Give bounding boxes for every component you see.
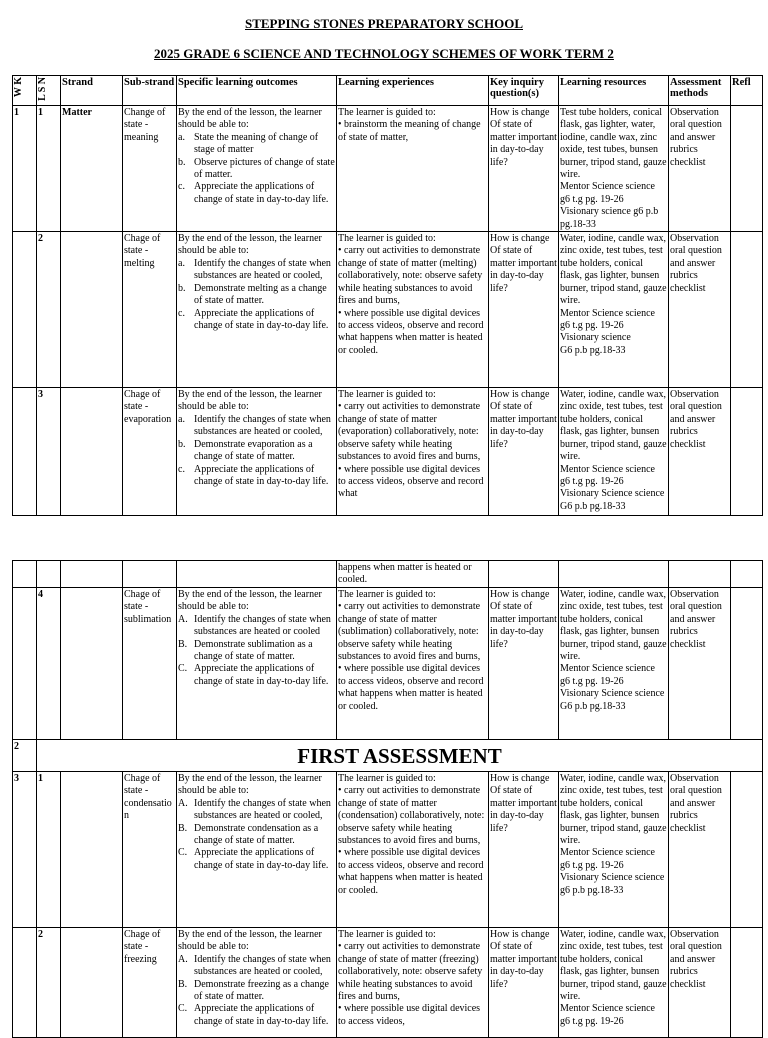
sub-strand-cell: Change of state - meaning [123,106,177,232]
week-cell: 1 [13,106,37,232]
outcome-item: a. Identify the changes of state when substances are heated or cooled, [194,414,335,439]
lesson-cell: 2 [37,232,61,388]
table-row [13,106,763,232]
resources-cell: Water, iodine, candle wax, zinc oxide, test tubes, test tube holders, conical flask, gas lighter, bunsen burner, tripod stand, gauze wire. Mentor Science science g6 t.g pg. 19-26 [559,928,669,1038]
inquiry-cell: How is change Of state of matter important in day-to-day life? [489,588,559,740]
continuation-row [13,561,763,588]
outcomes-intro: By the end of the lesson, the learner should be able to: [178,107,322,131]
week-cell [13,388,37,516]
outcomes-intro: By the end of the lesson, the learner should be able to: [178,589,322,613]
lesson-cell: 3 [37,388,61,516]
outcomes-intro: By the end of the lesson, the learner should be able to: [178,389,322,413]
assessment-cell: Observation oral question and answer rubrics checklist [669,928,731,1038]
lesson-cell: 4 [37,588,61,740]
assessment-cell: Observation oral question and answer rubrics checklist [669,232,731,388]
outcome-item: C. Appreciate the applications of change of state in day-to-day life. [194,663,335,688]
col-outcomes: Specific learning outcomes [177,76,337,106]
strand-cell [61,232,123,388]
inquiry-cell: How is change Of state of matter important in day-to-day life? [489,232,559,388]
outcome-item: a. State the meaning of change of stage of matter [194,132,335,157]
col-reflection: Refl [731,76,763,106]
resources-cell: Water, iodine, candle wax, zinc oxide, test tubes, test tube holders, conical flask, gas lighter, bunsen burner, tripod stand, gauze wire. Mentor Science science g6 t.g pg. 19-26 Visionary Science science G6 p.b pg.18-33 [559,388,669,516]
outcomes-cell [177,106,337,232]
reflection-cell [731,232,763,388]
resources-cell: Water, iodine, candle wax, zinc oxide, test tubes, test tube holders, conical flask, gas lighter, bunsen burner, tripod stand, gauze wire. Mentor Science science g6 t.g pg. 19-26 Visionary Science science g6 p.b pg.18-33 [559,772,669,928]
table-row [13,232,763,388]
header-row [13,76,763,106]
outcome-item: A. Identify the changes of state when substances are heated or cooled [194,614,335,639]
resources-cell: Test tube holders, conical flask, gas lighter, water, iodine, candle wax, zinc oxide, test tubes, bunsen burner, tripod stand, gauze wire. Mentor Science science g6 t.g pg. 19-26 Visionary science g6 p.b pg.18-33 [560,107,667,230]
week-cell [13,928,37,1038]
sub-strand-cell: Chage of state - sublimation [123,588,177,740]
outcome-item: a. Identify the changes of state when substances are heated or cooled, [194,258,335,283]
table-row [13,772,763,928]
resources-cell: Water, iodine, candle wax, zinc oxide, test tubes, test tube holders, conical flask, gas lighter, bunsen burner, tripod stand, gauze wire. Mentor Science science g6 t.g pg. 19-26 Visionary science G6 p.b pg.18-33 [559,232,669,388]
experiences-cell: The learner is guided to: • carry out activities to demonstrate change of state of matter (melting) collaboratively, note: observe safety while heating substances to avoid fires and burns, • where possible use digital devices to access videos, observe and record what happens when matter is heated or cooled. [337,232,489,388]
inquiry-cell: How is change Of state of matter important in day-to-day life? [489,106,559,232]
experiences-cell: The learner is guided to: • carry out activities to demonstrate change of state of matter (evaporation) collaboratively, note: observe safety while heating substances to avoid fires and burns, • where possible use digital devices to access videos, observe and record what [337,388,489,516]
inquiry-cell: How is change Of state of matter important in day-to-day life? [489,388,559,516]
experiences-cell: The learner is guided to: • carry out activities to demonstrate change of state of matter (condensation) collaboratively, note: observe safety while heating substances to avoid fires and burns, • where possible use digital devices to access videos, observe and record what happens when matter is heated or cooled. [337,772,489,928]
strand-cell [61,388,123,516]
school-title: STEPPING STONES PREPARATORY SCHOOL [244,16,523,31]
lesson-cell: 1 [37,772,61,928]
week-cell: 3 [13,772,37,928]
col-week: W K [13,76,37,106]
outcome-item: c. Appreciate the applications of change of state in day-to-day life. [194,181,335,206]
outcomes-intro: By the end of the lesson, the learner should be able to: [178,233,322,257]
reflection-cell [731,388,763,516]
reflection-cell [731,928,763,1038]
sub-strand-cell: Chage of state - melting [123,232,177,388]
outcome-item: A. Identify the changes of state when substances are heated or cooled, [194,798,335,823]
outcome-item: b. Demonstrate evaporation as a change of state of matter. [194,439,335,464]
col-assessment: Assessment methods [669,76,731,106]
outcomes-cell [177,928,337,1038]
week-cell [13,588,37,740]
outcome-item: c. Appreciate the applications of change of state in day-to-day life. [194,308,335,333]
strand-cell [61,772,123,928]
col-inquiry: Key inquiry question(s) [489,76,559,106]
outcome-item: C. Appreciate the applications of change of state in day-to-day life. [194,847,335,872]
reflection-cell [731,588,763,740]
sub-strand-cell: Chage of state - condensation [123,772,177,928]
sub-strand-cell: Chage of state - freezing [123,928,177,1038]
outcomes-cell [177,588,337,740]
inquiry-cell: How is change Of state of matter important in day-to-day life? [489,772,559,928]
reflection-cell [731,772,763,928]
scheme-title: 2025 GRADE 6 SCIENCE AND TECHNOLOGY SCHEMES OF WORK TERM 2 [154,46,614,61]
col-experiences: Learning experiences [337,76,489,106]
lesson-cell: 2 [37,928,61,1038]
lesson-cell: 1 [37,106,61,232]
col-sub-strand: Sub-strand [123,76,177,106]
col-strand: Strand [61,76,123,106]
resources-cell: Water, iodine, candle wax, zinc oxide, test tubes, test tube holders, conical flask, gas lighter, bunsen burner, tripod stand, gauze wire. Mentor Science science g6 t.g pg. 19-26 Visionary Science science G6 p.b pg.18-33 [559,588,669,740]
sub-strand-cell: Chage of state - evaporation [123,388,177,516]
outcomes-cell [177,772,337,928]
assessment-cell: Observation oral question and answer rubrics checklist [669,106,731,232]
table-row [13,928,763,1038]
week-cell [13,232,37,388]
assessment-row [13,740,763,772]
assessment-week: 2 [13,740,37,772]
experiences-cell: The learner is guided to: • carry out activities to demonstrate change of state of matter (sublimation) collaboratively, note: observe safety while heating substances to avoid fires and burns, • where possible use digital devices to access videos, observe and record what happens when matter is heated or cooled. [337,588,489,740]
outcome-item: c. Appreciate the applications of change of state in day-to-day life. [194,464,335,489]
outcome-item: B. Demonstrate condensation as a change of state of matter. [194,823,335,848]
outcome-item: B. Demonstrate sublimation as a change of state of matter. [194,639,335,664]
outcome-item: C. Appreciate the applications of change of state in day-to-day life. [194,1003,335,1028]
experiences-cell: The learner is guided to: • carry out activities to demonstrate change of state of matter (freezing) collaboratively, note: observe safety while heating substances to avoid fires and burns, • where possible use digital devices to access videos, [337,928,489,1038]
assessment-cell: Observation oral question and answer rubrics checklist [669,588,731,740]
assessment-cell: Observation oral question and answer rubrics checklist [669,388,731,516]
outcomes-cell [177,232,337,388]
assessment-cell: Observation oral question and answer rubrics checklist [669,772,731,928]
continuation-text: happens when matter is heated or cooled. [337,561,489,588]
outcome-item: A. Identify the changes of state when substances are heated or cooled, [194,954,335,979]
scheme-table-page1 [12,75,763,516]
outcomes-cell [177,388,337,516]
col-lesson: L S N [37,76,61,106]
inquiry-cell: How is change Of state of matter important in day-to-day life? [489,928,559,1038]
outcome-item: b. Demonstrate melting as a change of state of matter. [194,283,335,308]
first-assessment-label: FIRST ASSESSMENT [37,740,763,772]
strand-cell: Matter [61,106,123,232]
experiences-cell: The learner is guided to: • brainstorm the meaning of change of state of matter, [337,106,489,232]
scheme-table-page2 [12,560,763,1038]
col-resources: Learning resources [559,76,669,106]
outcomes-intro: By the end of the lesson, the learner should be able to: [178,773,322,797]
strand-cell [61,588,123,740]
table-row [13,388,763,516]
outcome-item: b. Observe pictures of change of state of matter. [194,157,335,182]
outcomes-intro: By the end of the lesson, the learner should be able to: [178,929,322,953]
outcome-item: B. Demonstrate freezing as a change of state of matter. [194,979,335,1004]
strand-cell [61,928,123,1038]
reflection-cell [731,106,763,232]
table-row [13,588,763,740]
